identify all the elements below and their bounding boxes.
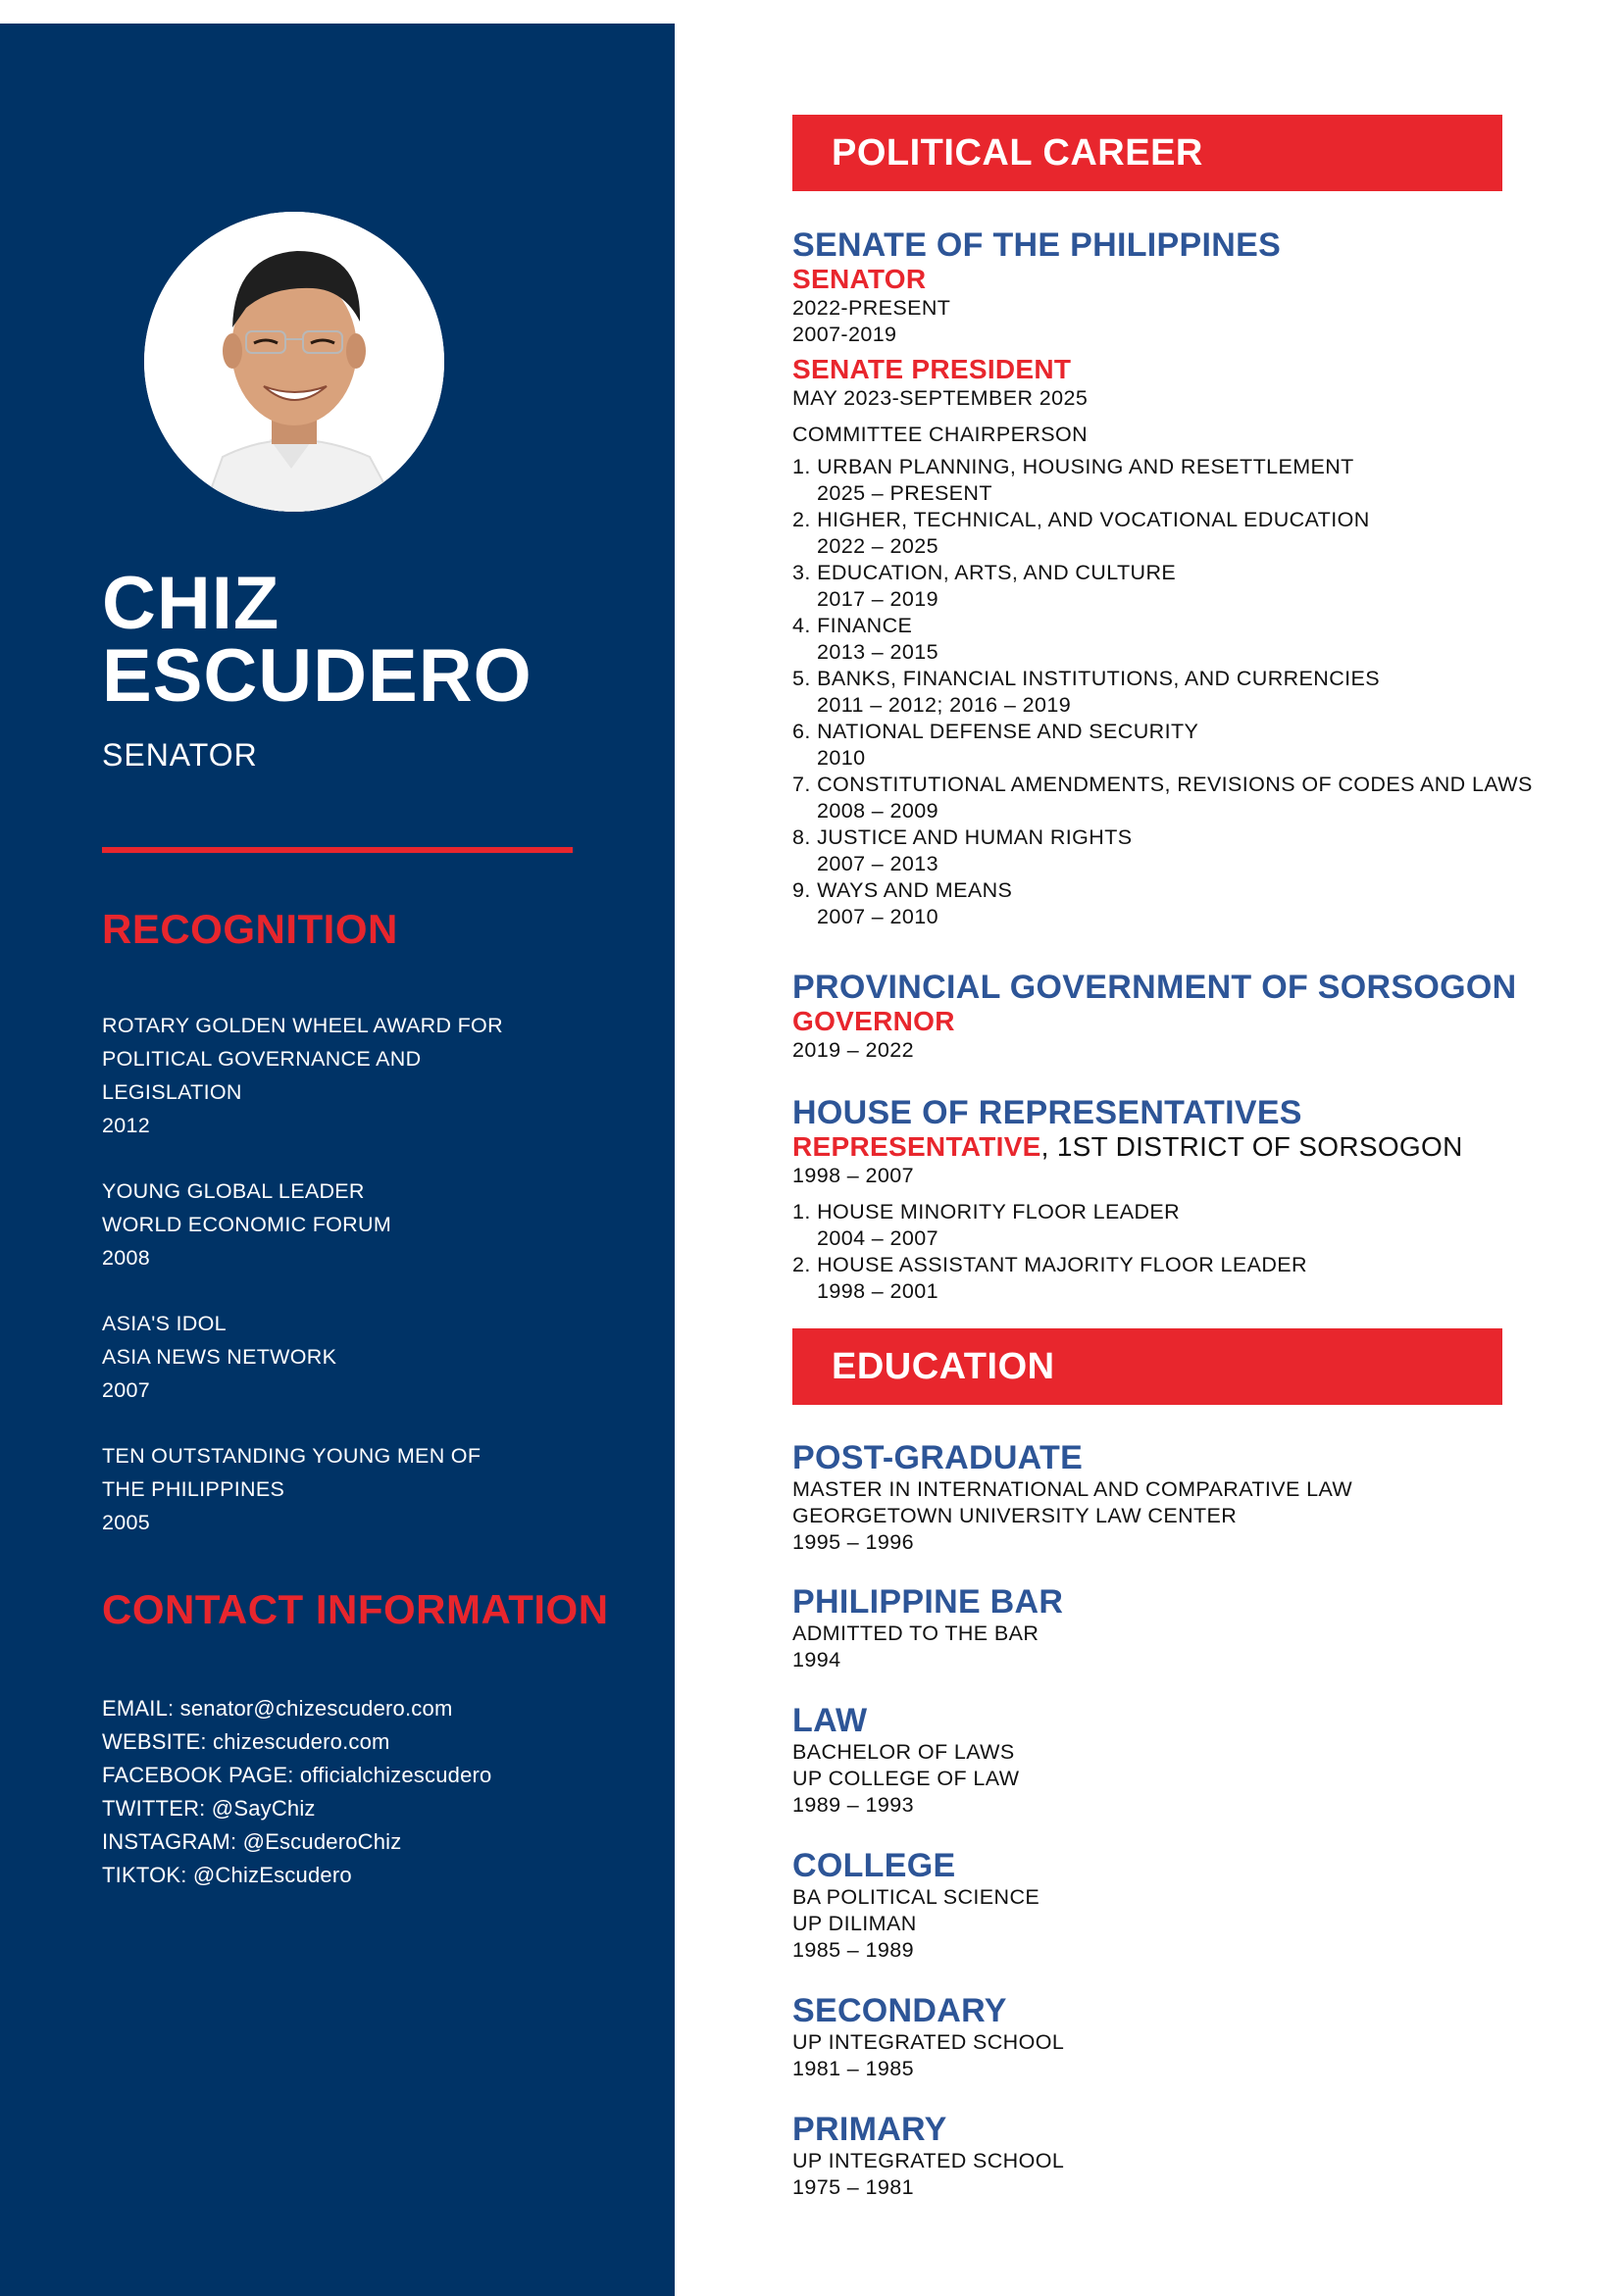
education-detail: 1995 – 1996 — [792, 1530, 914, 1554]
house-position-years: 1998 – 2001 — [817, 1279, 938, 1303]
education-level: COLLEGE — [792, 1847, 956, 1884]
committee-years: 2017 – 2019 — [817, 587, 938, 611]
education-level: PHILIPPINE BAR — [792, 1583, 1064, 1621]
senator-label: SENATOR — [792, 264, 927, 294]
contact-tiktok — [102, 1859, 632, 1892]
contact-label: TIKTOK: — [102, 1863, 187, 1887]
recognition-year: 2007 — [102, 1378, 151, 1402]
tiktok-link[interactable]: @ChizEscudero — [192, 1863, 352, 1887]
representative-line — [792, 1131, 1538, 1163]
education-detail: BACHELOR OF LAWS — [792, 1740, 1015, 1764]
sidebar — [0, 24, 675, 2296]
education-detail: 1985 – 1989 — [792, 1938, 914, 1962]
education-detail: BA POLITICAL SCIENCE — [792, 1885, 1040, 1909]
governor-label: GOVERNOR — [792, 1006, 955, 1036]
committee-name: 4. FINANCE — [792, 614, 913, 637]
education-detail: MASTER IN INTERNATIONAL AND COMPARATIVE LAW — [792, 1477, 1353, 1501]
provincial-heading: PROVINCIAL GOVERNMENT OF SORSOGON — [792, 969, 1517, 1006]
education-level: LAW — [792, 1702, 868, 1739]
recognition-text: TEN OUTSTANDING YOUNG MEN OF THE PHILIPPINES — [102, 1444, 482, 1501]
committee-years: 2025 – PRESENT — [817, 481, 992, 505]
recognition-item — [102, 1174, 612, 1274]
contact-website — [102, 1725, 632, 1759]
contact-label: WEBSITE: — [102, 1729, 207, 1754]
recognition-year: 2012 — [102, 1114, 151, 1137]
house-section — [792, 1094, 1538, 1305]
education-entry — [792, 1847, 1538, 1964]
contact-list — [102, 1692, 632, 1892]
name-first: CHIZ — [102, 562, 280, 645]
recognition-text: ROTARY GOLDEN WHEEL AWARD FOR POLITICAL GOVERNANCE AND LEGISLATION — [102, 1014, 503, 1104]
facebook-link[interactable]: officialchizescudero — [299, 1763, 492, 1787]
candidate-name — [102, 562, 532, 718]
representative-label: REPRESENTATIVE — [792, 1131, 1041, 1162]
representative-district: , 1ST DISTRICT OF SORSOGON — [1040, 1131, 1463, 1162]
contact-heading: CONTACT INFORMATION — [102, 1586, 609, 1632]
recognition-text: ASIA'S IDOL ASIA NEWS NETWORK — [102, 1312, 337, 1369]
contact-facebook — [102, 1759, 632, 1792]
education-entry — [792, 2111, 1538, 2201]
education-banner: EDUCATION — [792, 1328, 1502, 1405]
twitter-link[interactable]: @SayChiz — [211, 1796, 316, 1821]
committee-years: 2011 – 2012; 2016 – 2019 — [817, 693, 1072, 717]
recognition-list — [102, 1009, 612, 1572]
committee-name: 9. WAYS AND MEANS — [792, 878, 1013, 902]
recognition-year: 2005 — [102, 1511, 151, 1534]
name-last: ESCUDERO — [102, 634, 532, 718]
provincial-section — [792, 969, 1538, 1064]
committee-name: 6. NATIONAL DEFENSE AND SECURITY — [792, 720, 1199, 743]
education-level: POST-GRADUATE — [792, 1439, 1084, 1476]
education-detail: UP COLLEGE OF LAW — [792, 1767, 1020, 1790]
contact-twitter — [102, 1792, 632, 1825]
education-detail: UP INTEGRATED SCHOOL — [792, 2030, 1065, 2054]
contact-label: EMAIL: — [102, 1696, 175, 1721]
recognition-heading: RECOGNITION — [102, 906, 398, 952]
committee-years: 2013 – 2015 — [817, 640, 938, 664]
recognition-item — [102, 1009, 612, 1142]
house-position-name: 1. HOUSE MINORITY FLOOR LEADER — [792, 1200, 1181, 1223]
education-detail: 1975 – 1981 — [792, 2175, 914, 2199]
education-detail: 1994 — [792, 1648, 841, 1672]
education-detail: 1989 – 1993 — [792, 1793, 914, 1817]
committee-name: 1. URBAN PLANNING, HOUSING AND RESETTLEMENT — [792, 455, 1354, 478]
contact-label: INSTAGRAM: — [102, 1829, 237, 1854]
education-detail: UP DILIMAN — [792, 1912, 917, 1935]
recognition-text: YOUNG GLOBAL LEADER WORLD ECONOMIC FORUM — [102, 1179, 392, 1236]
house-position-years: 2004 – 2007 — [817, 1226, 938, 1250]
committee-list — [792, 454, 1538, 930]
committee-years: 2007 – 2010 — [817, 905, 938, 928]
candidate-title: SENATOR — [102, 737, 258, 773]
committee-years: 2008 – 2009 — [817, 799, 938, 823]
education-detail: UP INTEGRATED SCHOOL — [792, 2149, 1065, 2172]
education-detail: GEORGETOWN UNIVERSITY LAW CENTER — [792, 1504, 1238, 1527]
committee-name: 5. BANKS, FINANCIAL INSTITUTIONS, AND CURRENCIES — [792, 667, 1380, 690]
senate-president-years: MAY 2023-SEPTEMBER 2025 — [792, 386, 1089, 410]
house-position-name: 2. HOUSE ASSISTANT MAJORITY FLOOR LEADER — [792, 1253, 1307, 1276]
education-detail: ADMITTED TO THE BAR — [792, 1622, 1039, 1645]
committee-name: 3. EDUCATION, ARTS, AND CULTURE — [792, 561, 1177, 584]
education-level: PRIMARY — [792, 2111, 947, 2148]
senator-years: 2007-2019 — [792, 323, 897, 346]
recognition-item — [102, 1307, 612, 1407]
portrait-illustration — [144, 212, 444, 512]
senator-years: 2022-PRESENT — [792, 296, 951, 320]
contact-instagram — [102, 1825, 632, 1859]
contact-label: FACEBOOK PAGE: — [102, 1763, 294, 1787]
house-heading: HOUSE OF REPRESENTATIVES — [792, 1094, 1302, 1131]
committee-name: 2. HIGHER, TECHNICAL, AND VOCATIONAL EDUCATION — [792, 508, 1370, 531]
committee-label: COMMITTEE CHAIRPERSON — [792, 423, 1089, 446]
education-entry — [792, 1702, 1538, 1819]
contact-label: TWITTER: — [102, 1796, 206, 1821]
committee-years: 2010 — [817, 746, 866, 770]
senate-heading: SENATE OF THE PHILIPPINES — [792, 226, 1282, 264]
senate-section — [792, 226, 1538, 930]
senate-president-label: SENATE PRESIDENT — [792, 354, 1072, 384]
committee-name: 7. CONSTITUTIONAL AMENDMENTS, REVISIONS OF CODES AND LAWS — [792, 773, 1533, 796]
instagram-link[interactable]: @EscuderoChiz — [242, 1829, 402, 1854]
committee-years: 2022 – 2025 — [817, 534, 938, 558]
profile-photo — [144, 212, 444, 512]
governor-years: 2019 – 2022 — [792, 1038, 914, 1062]
education-entry — [792, 1583, 1538, 1673]
representative-years: 1998 – 2007 — [792, 1164, 914, 1187]
committee-name: 8. JUSTICE AND HUMAN RIGHTS — [792, 825, 1133, 849]
website-link[interactable]: chizescudero.com — [213, 1729, 390, 1754]
education-entry — [792, 1992, 1538, 2082]
committee-years: 2007 – 2013 — [817, 852, 938, 875]
contact-email — [102, 1692, 632, 1725]
recognition-year: 2008 — [102, 1246, 151, 1270]
education-entry — [792, 1439, 1538, 1556]
education-detail: 1981 – 1985 — [792, 2057, 914, 2080]
email-link[interactable]: senator@chizescudero.com — [179, 1696, 453, 1721]
recognition-item — [102, 1439, 612, 1539]
political-career-banner: POLITICAL CAREER — [792, 115, 1502, 191]
divider — [102, 847, 573, 853]
education-level: SECONDARY — [792, 1992, 1007, 2029]
